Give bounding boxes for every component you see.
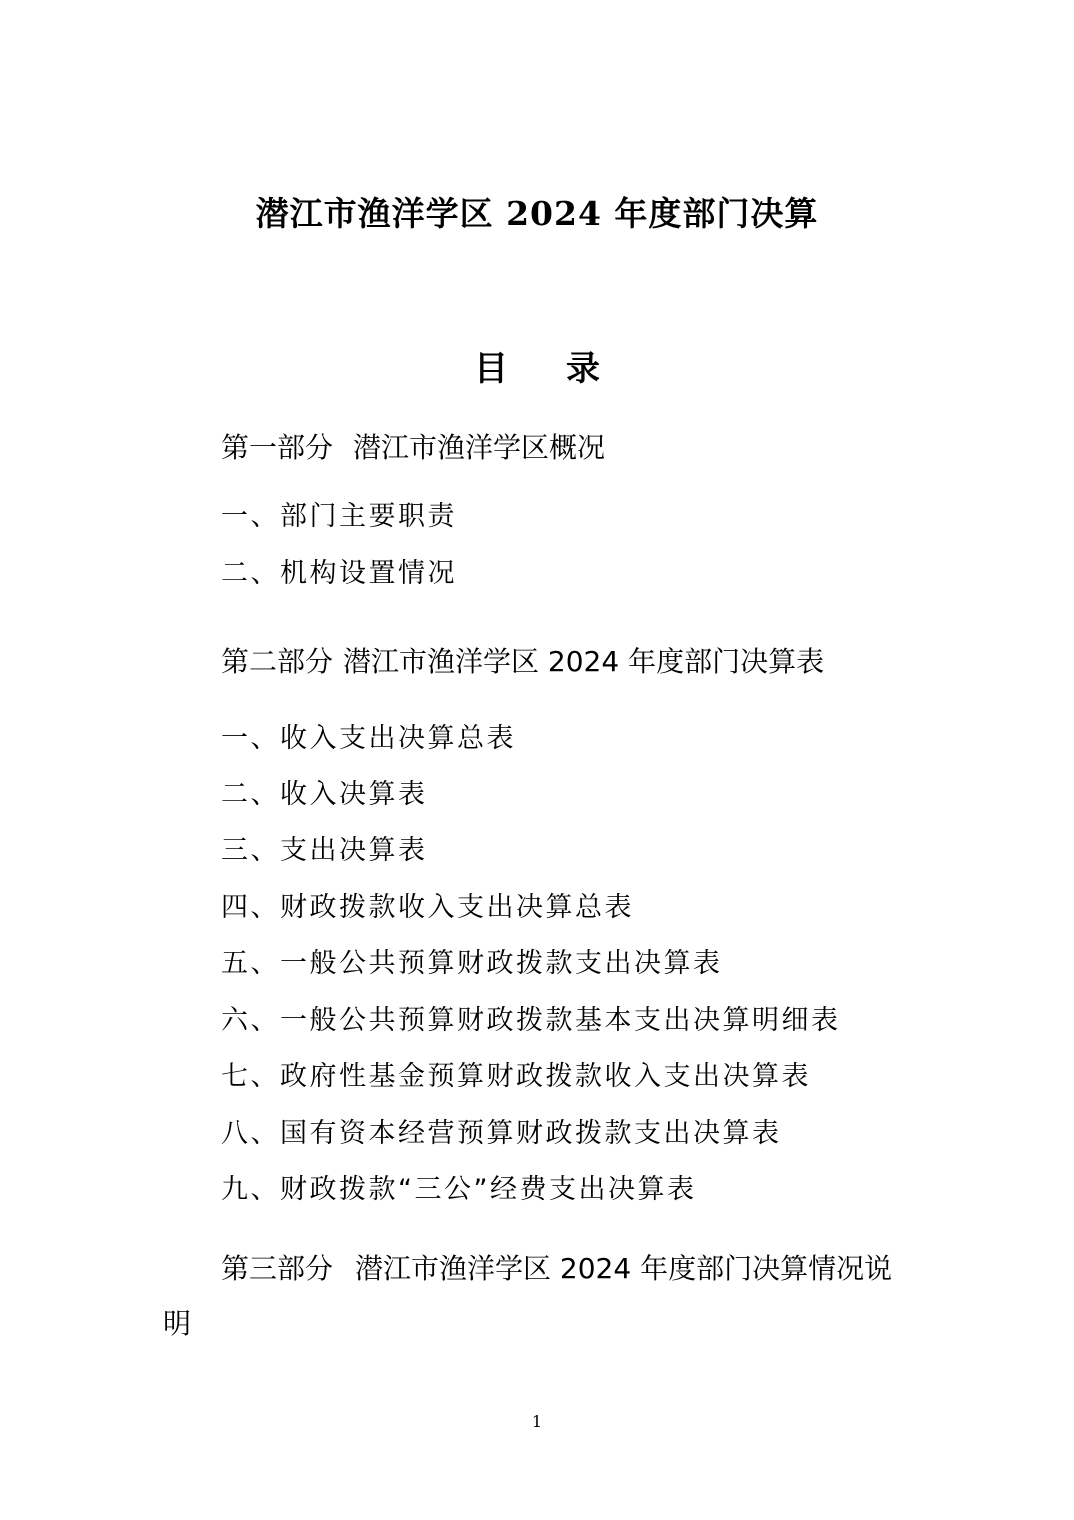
toc-item[interactable]: 二、机构设置情况 <box>221 558 457 589</box>
toc-item[interactable]: 六、一般公共预算财政拨款基本支出决算明细表 <box>221 1005 841 1036</box>
toc-part-2[interactable] <box>221 642 824 682</box>
toc-heading: 目录 <box>474 349 658 389</box>
toc-item[interactable]: 四、财政拨款收入支出决算总表 <box>221 892 634 923</box>
toc-item[interactable]: 九、财政拨款“三公”经费支出决算表 <box>221 1174 697 1205</box>
part-3-label: 第三部分 <box>221 1252 334 1285</box>
part-1-label: 第一部分 <box>221 431 334 464</box>
page-number: 1 <box>531 1412 543 1431</box>
toc-part-1[interactable] <box>221 428 605 468</box>
toc-item[interactable]: 一、收入支出决算总表 <box>221 723 516 754</box>
toc-item[interactable]: 五、一般公共预算财政拨款支出决算表 <box>221 948 723 979</box>
document-title: 潜江市渔洋学区 2024 年度部门决算 <box>255 194 819 233</box>
part-3-title: 潜江市渔洋学区 2024 年度部门决算情况说 <box>355 1252 893 1285</box>
part-2-label: 第二部分 <box>221 645 334 678</box>
part-1-title: 潜江市渔洋学区概况 <box>353 431 606 464</box>
part-3-title-continuation[interactable]: 明 <box>163 1307 192 1340</box>
toc-item[interactable]: 二、收入决算表 <box>221 779 428 810</box>
part-2-title: 潜江市渔洋学区 2024 年度部门决算表 <box>343 645 825 678</box>
toc-item[interactable]: 一、部门主要职责 <box>221 501 457 532</box>
toc-item[interactable]: 七、政府性基金预算财政拨款收入支出决算表 <box>221 1061 811 1092</box>
toc-part-3[interactable] <box>221 1249 892 1289</box>
toc-item[interactable]: 三、支出决算表 <box>221 835 428 866</box>
toc-item[interactable]: 八、国有资本经营预算财政拨款支出决算表 <box>221 1118 782 1149</box>
